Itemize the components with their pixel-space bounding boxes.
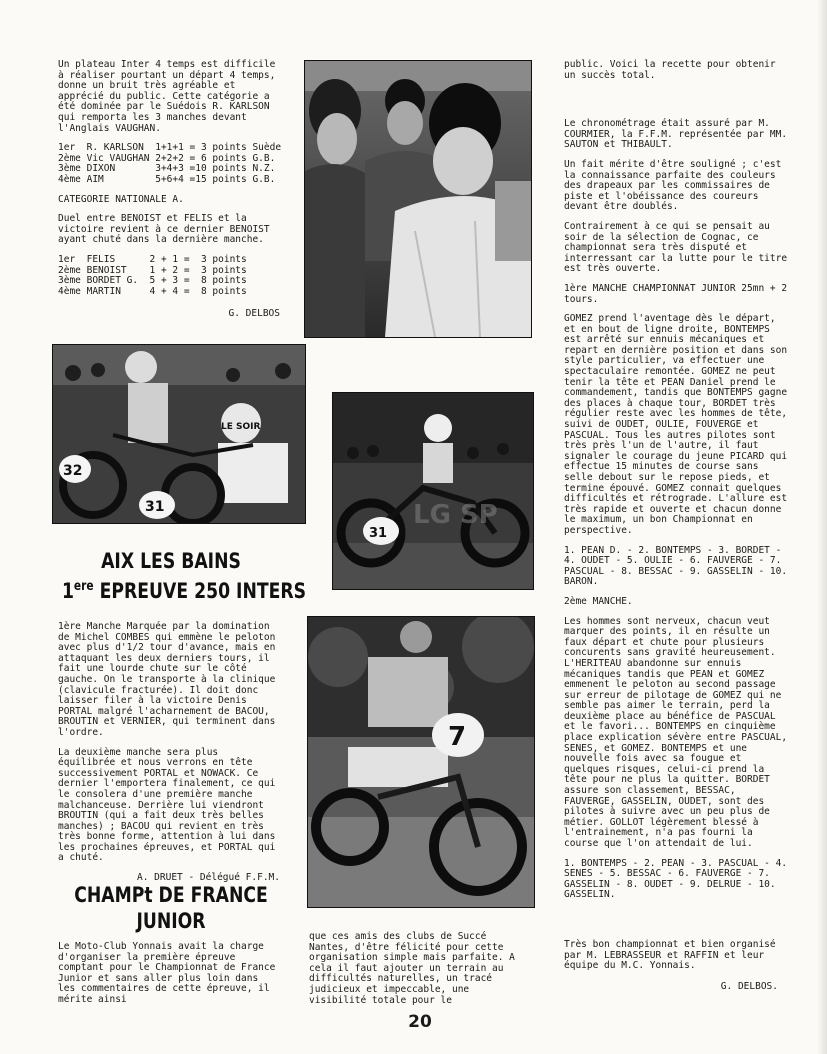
result-line: 3ème BORDET G. 5 + 3 = 8 points	[58, 275, 247, 287]
photo-spectators	[304, 60, 532, 338]
page-number: 20	[408, 1012, 432, 1032]
photo-rider-31-image	[333, 393, 533, 589]
plate-number-31b: 31	[369, 526, 388, 541]
first-heat-results: 1. PEAN D. - 2. BONTEMPS - 3. BORDET - 4. OUDET - 5. OULIE - 6. FAUVERGE - 7. PASCUAL - 8. BESSAC - 9. GASSELIN - 10. BARON.	[564, 544, 793, 588]
first-heat-report: GOMEZ prend l'aventage dès le départ, et en bout de ligne droite, BONTEMPS est arrêté sur ennuis mécaniques et repart en dernière position et dans son style particulier, va effectuer une spectaculaire remontée. GOMEZ ne peut tenir la tête et PEAN Daniel prend le commandement, tandis que BONTEMPS gagne des places à chaque tour, BORDET très régulier reste avec les hommes de tête, suivi de OUDET, OULIE, FOUVERGE et PASCUAL. Tous les autres pilotes sont très près l'un de l'autre, il faut signaler le courage du jeune PICARD qui effectue 15 minutes de course sans selle debout sur le repose pieds, et termine épouvé. GOMEZ connait quelques difficultés et rétrograde. L'allure est très rapide et ouverte et chacun donne le maximum, un bon Championnat en perspective.	[564, 313, 793, 536]
results-inter4t	[58, 143, 280, 185]
photo-rider-7	[307, 616, 535, 908]
closing-paragraph: Très bon championnat et bien organisé par M. LEBRASSEUR et RAFFIN et leur équipe du M.C. Yonnais.	[564, 939, 782, 972]
headline-line-2: JUNIOR	[136, 909, 206, 933]
photo-riders-start	[52, 344, 306, 524]
signature-druet: A. DRUET - Délégué F.F.M.	[137, 872, 280, 884]
junior-continuation-paragraph: que ces amis des clubs de Succé Nantes, d'être félicité pour cette organisation simple mais parfaite. A cela il faut ajouter un terrain au difficultés naturelles, un tracé judicieux et impeccable, une visibilité totale pour le	[309, 931, 521, 1006]
right-column	[564, 60, 792, 910]
right-column-bottom	[564, 940, 792, 1001]
plate-number-7: 7	[448, 722, 467, 752]
left-column-bottom	[58, 942, 280, 1006]
signature-delbos-right: G. DELBOS.	[720, 980, 778, 992]
headline-championnat-junior	[62, 882, 280, 934]
photo-riders-start-image	[53, 345, 305, 523]
junior-intro-paragraph: Le Moto-Club Yonnais avait la charge d'organiser la première épreuve comptant pour le Championnat de France Junior et sans aller plus loin dans les commentaires de cette épreuve, il mérite ainsi	[58, 941, 282, 1005]
result-line: 2ème BENOIST 1 + 2 = 3 points	[58, 264, 247, 276]
photo-spectators-image	[305, 61, 531, 337]
result-line: 3ème DIXON 3+4+3 =10 points N.Z.	[58, 163, 276, 175]
headline-line-2: 1ere EPREUVE 250 INTERS	[61, 579, 307, 603]
result-line: 1er R. KARLSON 1+1+1 = 3 points Suède	[58, 142, 282, 154]
category-heading: CATEGORIE NATIONALE A.	[58, 193, 184, 205]
results-national-a	[58, 255, 280, 297]
shirt-text: LE SOIR	[221, 422, 261, 432]
plate-number-31: 31	[145, 499, 165, 515]
heading-second-heat: 2ème MANCHE.	[564, 595, 633, 607]
photo-rider-7-image	[308, 617, 534, 907]
heading-first-heat: 1ère MANCHE CHAMPIONNAT JUNIOR 25mn + 2 tours.	[564, 282, 793, 305]
watermark: LG SP	[413, 500, 498, 530]
middle-column-bottom	[309, 932, 531, 1006]
right-paragraph-flags: Un fait mérite d'être souligné ; c'est la connaissance parfaite des couleurs des drapeaux par les commissaires de piste et l'obéissance des coureurs devant être doublés.	[564, 158, 788, 213]
aix-paragraph-1: 1ère Manche Marquée par la domination de Michel COMBES qui emmène le peloton avec plus d'1/2 tour d'avance, mais en attaquant les deux derniers tours, il fait une lourde chute sur le côté gauche. On le transporte à la clinique (clavicule fracturée). Il doit donc laisser filer à la victoire Denis PORTAL malgré l'acharnement de BACOU, BROUTIN et VERNIER, qui terminent dans l'ordre.	[58, 621, 282, 738]
left-column-top	[58, 60, 280, 329]
aix-paragraph-2: La deuxième manche sera plus équilibrée et nous verrons en tête successivement PORTAL et NOWACK. Ce dernier l'emportera finalement, ce qui le consolera d'une première manche malchanceuse. Derrière lui viendront BROUTIN (qui a fait deux très belles manches) ; BACOU qui revient en très très bonne forme, attention à lui dans les prochaines épreuves, et PORTAL qui a chuté.	[58, 746, 282, 864]
headline-line-1: AIX LES BAINS	[101, 549, 241, 573]
intro-paragraph: Un plateau Inter 4 temps est difficile à réaliser pourtant un départ 4 temps, donne un bruit très agréable et apprécié du public. Cette catégorie a été dominée par le Suédois R. KARLSON qui remporta les 3 manches devant l'Anglais VAUGHAN.	[58, 59, 282, 134]
right-paragraph-timing: Le chronométrage était assuré par M. COURMIER, la F.F.M. représentée par MM. SAUTON et THIBAULT.	[564, 118, 793, 151]
result-line: 1er FELIS 2 + 1 = 3 points	[58, 253, 247, 265]
signature-delbos: G. DELBOS	[228, 308, 280, 320]
right-paragraph-0: public. Voici la recette pour obtenir un succès total.	[564, 59, 782, 81]
second-heat-report: Les hommes sont nerveux, chacun veut marquer des points, il en résulte un faux départ et chute pour plusieurs concurents sans gravité heureusement. L'HERITEAU abandonne sur ennuis mécaniques tandis que PEAN et GOMEZ emmenent le peloton au second passage sur erreur de pilotage de GOMEZ qui ne semble pas aimer le terrain, perd la deuxième place au bénéfice de PASCUAL et le favori... BONTEMPS en cinquième place explication sévère entre PASCUAL, SENES, et GOMEZ. BONTEMPS et une nouvelle fois avec sa fougue et quelques risques, celui-ci prend la tête pour ne plus la quitter. BORDET assure son classement, BESSAC, FAUVERGE, GASSELIN, OUDET, sont des pilotes à suivre avec un peu plus de métier. GOLLOT légèrement blessé à l'entrainement, n'a pas fourni la course que l'on attendait de lui.	[564, 615, 793, 849]
plate-number-32: 32	[63, 463, 83, 479]
page-edge-shadow	[817, 0, 827, 1054]
second-heat-results: 1. BONTEMPS - 2. PEAN - 3. PASCUAL - 4. SENES - 5. BESSAC - 6. FAUVERGE - 7. GASSELIN - 8. OUDET - 9. DELRUE - 10. GASSELIN.	[564, 857, 793, 901]
result-line: 2ème Vic VAUGHAN 2+2+2 = 6 points G.B.	[58, 152, 276, 164]
headline-line-1: CHAMPt DE FRANCE	[74, 883, 268, 907]
result-line: 4ème AIM 5+6+4 =15 points G.B.	[58, 173, 276, 185]
result-line: 4ème MARTIN 4 + 4 = 8 points	[58, 285, 247, 297]
left-column-mid	[58, 622, 280, 893]
photo-rider-31	[332, 392, 534, 590]
duel-paragraph: Duel entre BENOIST et FELIS et la victoire revient à ce dernier BENOIST ayant chuté dans la dernière manche.	[58, 213, 276, 246]
right-paragraph-cognac: Contrairement à ce qui se pensait au soir de la sélection de Cognac, ce championnat sera très disputé et interressant car la lutte pour le titre est très ouverte.	[564, 220, 793, 275]
headline-aix-les-bains	[61, 548, 307, 604]
